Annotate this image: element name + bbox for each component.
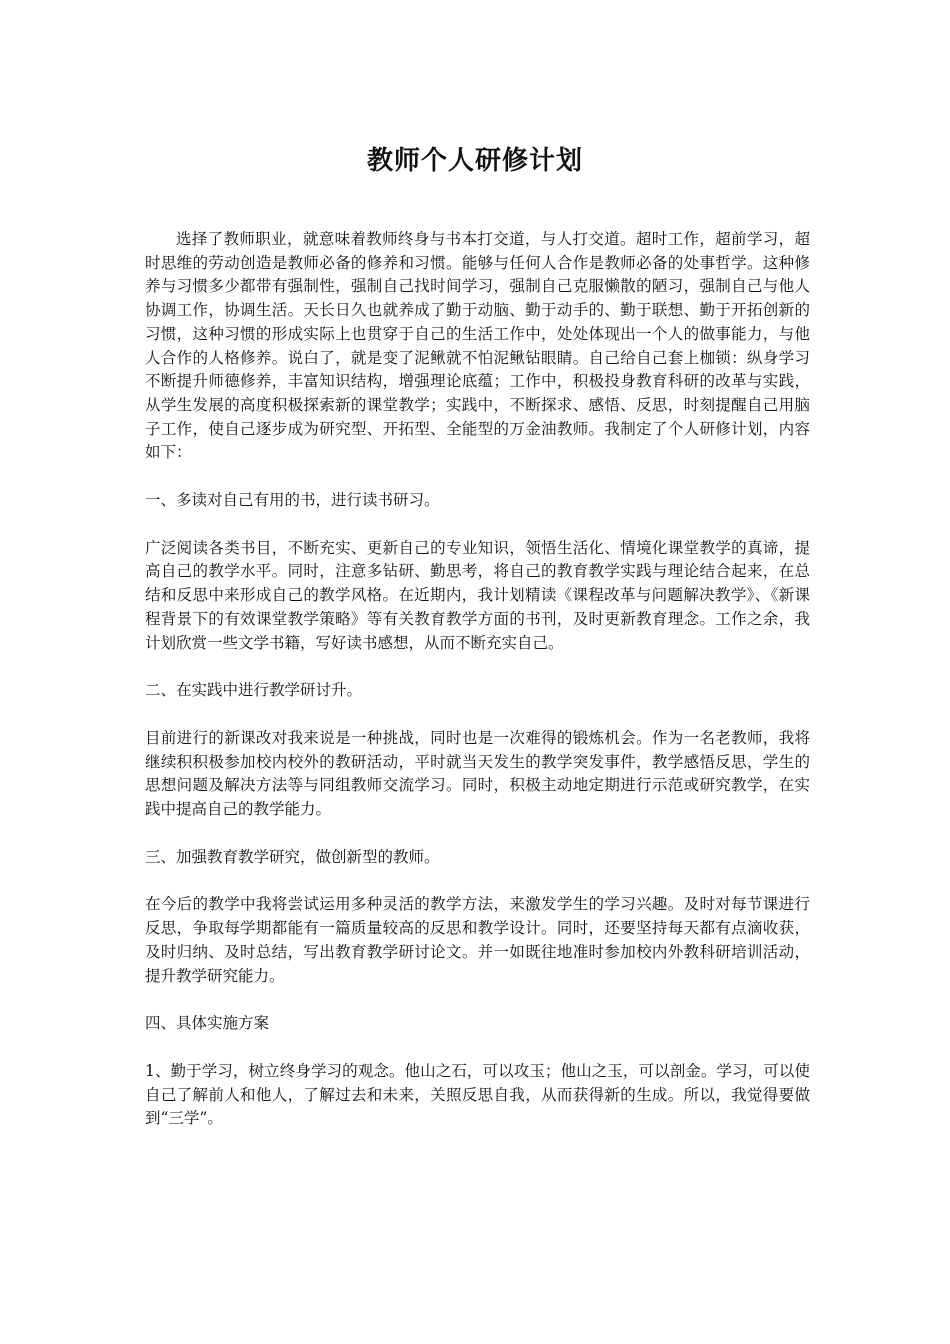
section-2-paragraph: 目前进行的新课改对我来说是一种挑战，同时也是一次难得的锻炼机会。作为一名老教师，我将继续积积极参加校内校外的教研活动，平时就当天发生的教学突发事件，教学感悟反思，学生的思想问题及解决方法等与同组教师交流学习。同时，积极主动地定期进行示范或研究教学，在实践中提高自己的教学能力。	[145, 728, 810, 819]
intro-paragraph: 选择了教师职业，就意味着教师终身与书本打交道，与人打交道。超时工作，超前学习，超时思维的劳动创造是教师必备的修养和习惯。能够与任何人合作是教师必备的处事哲学。这种修养与习惯多少都带有强制性，强制自己找时间学习，强制自己克服懒散的陋习，强制自己与他人协调工作，协调生活。天长日久也就养成了勤于动脑、勤于动手的、勤于联想、勤于开拓创新的习惯，这种习惯的形成实际上也贯穿于自己的生活工作中，处处体现出一个人的做事能力，与他人合作的人格修养。说白了，就是变了泥鳅就不怕泥鳅钻眼睛。自己给自己套上枷锁：纵身学习不断提升师德修养，丰富知识结构，增强理论底蕴；工作中，积极投身教育科研的改革与实践，从学生发展的高度积极探索新的课堂教学；实践中，不断探求、感悟、反思，时刻提醒自己用脑子工作，使自己逐步成为研究型、开拓型、全能型的万金油教师。我制定了个人研修计划，内容如下：	[145, 230, 810, 462]
document-title: 教师个人研修计划	[366, 146, 583, 176]
section-3-heading: 三、加强教育教学研究，做创新型的教师。	[145, 847, 440, 866]
section-4-item-1: 1、勤于学习，树立终身学习的观念。他山之石，可以攻玉；他山之玉，可以剖金。学习，可以使自己了解前人和他人，了解过去和未来，关照反思自我，从而获得新的生成。所以，我觉得要做到“三学”。	[145, 1061, 810, 1128]
document-body	[145, 228, 810, 1131]
section-3-paragraph: 在今后的教学中我将尝试运用多种灵活的教学方法，来激发学生的学习兴趣。及时对每节课进行反思，争取每学期都能有一篇质量较高的反思和教学设计。同时，还要坚持每天都有点滴收获，及时归纳、及时总结，写出教育教学研讨论文。并一如既往地准时参加校内外教科研培训活动，提升教学研究能力。	[145, 895, 810, 985]
section-4-heading: 四、具体实施方案	[145, 1014, 270, 1033]
section-2-heading: 二、在实践中进行教学研讨升。	[145, 681, 363, 700]
section-1-heading: 一、多读对自己有用的书，进行读书研习。	[145, 491, 440, 510]
section-1-paragraph: 广泛阅读各类书目，不断充实、更新自己的专业知识，领悟生活化、情境化课堂教学的真谛，提高自己的教学水平。同时，注意多钻研、勤思考，将自己的教育教学实践与理论结合起来，在总结和反思中来形成自己的教学风格。在近期内，我计划精读《课程改革与问题解决教学》、《新课程背景下的有效课堂教学策略》等有关教育教学方面的书刊，及时更新教育理念。工作之余，我计划欣赏一些文学书籍，写好读书感想，从而不断充实自己。	[145, 538, 810, 652]
